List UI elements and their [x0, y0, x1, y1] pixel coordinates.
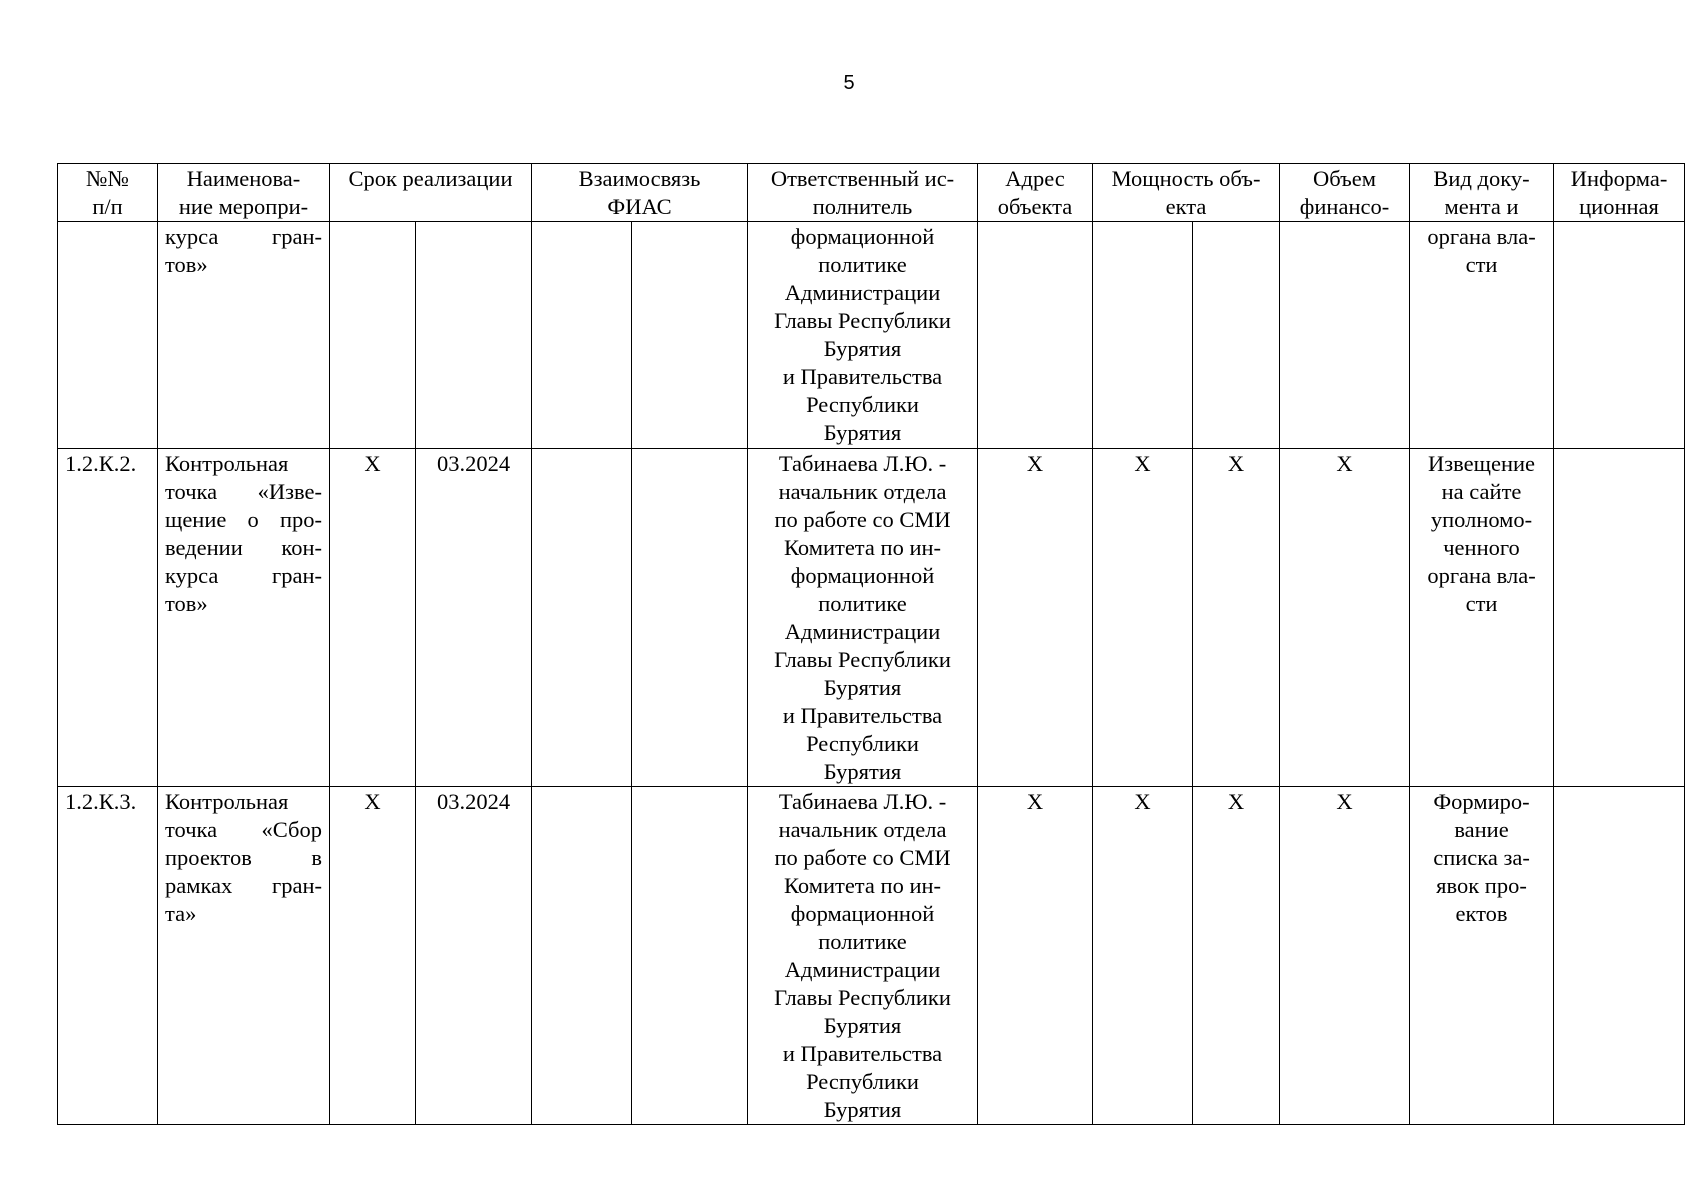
cell-start — [330, 222, 416, 449]
cell-fias-1 — [532, 222, 632, 449]
cell-document: Извещение на сайте уполномо- ченного органа вла- сти — [1410, 449, 1554, 787]
header-term: Срок реализации — [330, 164, 532, 222]
cell-power-2: Х — [1193, 787, 1280, 1125]
cell-address — [978, 222, 1093, 449]
cell-info — [1554, 222, 1685, 449]
header-num: №№ п/п — [58, 164, 158, 222]
cell-volume: Х — [1280, 787, 1410, 1125]
cell-name: Контрольная точка «Сбор проектов в рамках гран- та» — [158, 787, 330, 1125]
cell-num: 1.2.К.2. — [58, 449, 158, 787]
header-document: Вид доку- мента и — [1410, 164, 1554, 222]
cell-name: Контрольная точка «Изве- щение о про- ведении кон- курса гран- тов» — [158, 449, 330, 787]
cell-responsible: Табинаева Л.Ю. - начальник отдела по работе со СМИ Комитета по ин- формационной политике Администрации Главы Республики Бурятия и Правительства Республики Бурятия — [748, 449, 978, 787]
cell-document: органа вла- сти — [1410, 222, 1554, 449]
header-info: Информа- ционная — [1554, 164, 1685, 222]
cell-power-1 — [1093, 222, 1193, 449]
cell-power-2: Х — [1193, 449, 1280, 787]
cell-fias-1 — [532, 787, 632, 1125]
cell-volume: Х — [1280, 449, 1410, 787]
plan-table — [57, 163, 1685, 1125]
header-name: Наименова- ние меропри- — [158, 164, 330, 222]
cell-address: Х — [978, 449, 1093, 787]
header-volume: Объем финансо- — [1280, 164, 1410, 222]
cell-power-1: Х — [1093, 449, 1193, 787]
cell-fias-2 — [632, 449, 748, 787]
cell-start: Х — [330, 449, 416, 787]
cell-volume — [1280, 222, 1410, 449]
cell-fias-1 — [532, 449, 632, 787]
cell-fias-2 — [632, 787, 748, 1125]
header-fias: Взаимосвязь ФИАС — [532, 164, 748, 222]
cell-info — [1554, 787, 1685, 1125]
cell-end — [416, 222, 532, 449]
cell-responsible: Табинаева Л.Ю. - начальник отдела по работе со СМИ Комитета по ин- формационной политике Администрации Главы Республики Бурятия и Правительства Республики Бурятия — [748, 787, 978, 1125]
table-row — [58, 449, 1685, 787]
header-address: Адрес объекта — [978, 164, 1093, 222]
header-power: Мощность объ- екта — [1093, 164, 1280, 222]
cell-power-2 — [1193, 222, 1280, 449]
cell-info — [1554, 449, 1685, 787]
cell-fias-2 — [632, 222, 748, 449]
page-number: 5 — [843, 72, 855, 94]
table-row — [58, 222, 1685, 449]
cell-responsible: формационной политике Администрации Главы Республики Бурятия и Правительства Республики Бурятия — [748, 222, 978, 449]
cell-name: курса гран- тов» — [158, 222, 330, 449]
table-header-row — [58, 164, 1685, 222]
cell-power-1: Х — [1093, 787, 1193, 1125]
cell-end: 03.2024 — [416, 787, 532, 1125]
cell-address: Х — [978, 787, 1093, 1125]
table-row — [58, 787, 1685, 1125]
header-responsible: Ответственный ис- полнитель — [748, 164, 978, 222]
cell-num — [58, 222, 158, 449]
cell-num: 1.2.К.3. — [58, 787, 158, 1125]
cell-start: Х — [330, 787, 416, 1125]
cell-document: Формиро- вание списка за- явок про- ектов — [1410, 787, 1554, 1125]
cell-end: 03.2024 — [416, 449, 532, 787]
